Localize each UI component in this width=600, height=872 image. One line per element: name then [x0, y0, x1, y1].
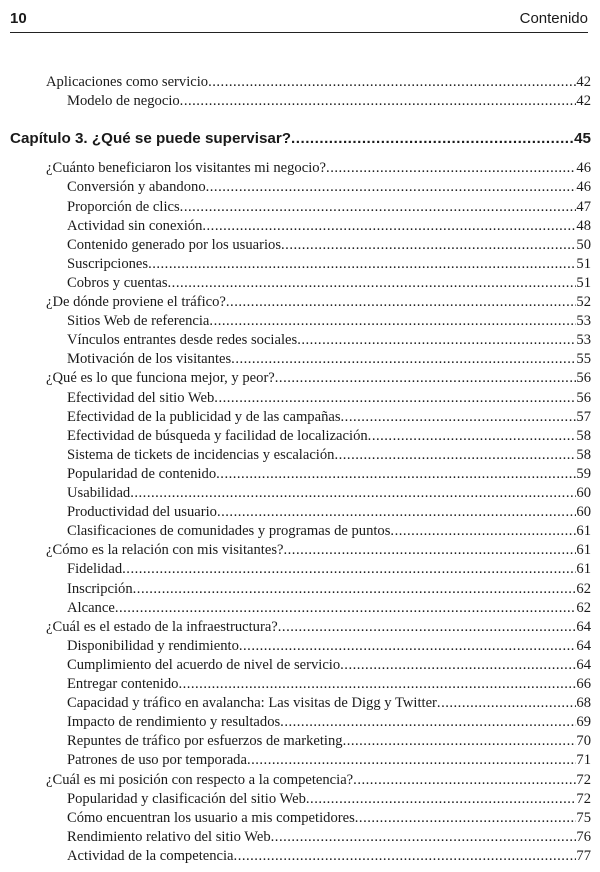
toc-entry [46, 617, 591, 637]
toc-entry-title: ¿Cuál es el estado de la infraestructura? [46, 618, 278, 635]
toc-chapter [10, 129, 591, 149]
toc-entry [67, 636, 591, 656]
dot-leader [217, 502, 576, 522]
toc-entry-title: Aplicaciones como servicio [46, 74, 209, 90]
toc-entry-page: 72 [576, 771, 591, 788]
dot-leader [148, 254, 576, 274]
toc-entry-page: 51 [576, 274, 591, 291]
toc-entry [67, 273, 591, 293]
toc-entry-title: ¿Qué es lo que funciona mejor, y peor? [46, 370, 275, 387]
toc-entry-page: 48 [576, 217, 591, 234]
toc-entry-page: 62 [576, 599, 591, 616]
toc-entry [46, 770, 591, 790]
dot-leader [271, 827, 577, 847]
toc-entry-title: Actividad de la competencia [67, 847, 234, 864]
toc-entry-page: 64 [576, 637, 591, 654]
toc-entry-page: 75 [576, 809, 591, 826]
toc-entry-page: 56 [576, 389, 591, 406]
dot-leader [231, 349, 576, 369]
toc-entry [67, 177, 591, 197]
page-header [10, 6, 588, 33]
dot-leader [353, 770, 576, 790]
toc-entry-page: 46 [576, 179, 591, 196]
toc-entry-title: Contenido generado por los usuarios [67, 236, 282, 253]
dot-leader [168, 273, 577, 293]
dot-leader [234, 846, 577, 866]
toc-entry-page: 50 [576, 236, 591, 253]
dot-leader [214, 388, 576, 408]
toc-entry-page: 59 [576, 465, 591, 482]
toc-entry-title: Motivación de los visitantes [67, 351, 232, 368]
toc-entry [46, 368, 591, 388]
toc-entry-page: 46 [576, 160, 591, 177]
dot-leader [390, 521, 576, 541]
toc-entry-title: Proporción de clics [67, 198, 180, 215]
dot-leader [291, 129, 574, 149]
toc-entry-title: Inscripción [67, 580, 133, 597]
toc-entry-title: Entregar contenido [67, 676, 179, 692]
toc-entry-title: Impacto de rendimiento y resultados [67, 714, 281, 731]
toc-entry [67, 731, 591, 751]
toc-entry [46, 72, 591, 92]
dot-leader [297, 330, 576, 350]
toc-entry-title: Actividad sin conexión [67, 217, 203, 234]
toc-entry [67, 674, 591, 694]
toc-entry-title: Efectividad del sitio Web [67, 389, 215, 406]
toc-entry-page: 70 [576, 733, 591, 750]
toc-entry-page: 56 [576, 370, 591, 387]
toc-entry [46, 158, 591, 178]
toc-entry-page: 58 [576, 446, 591, 463]
dot-leader [340, 655, 576, 675]
dot-leader [133, 579, 577, 599]
toc-entry-title: Capacidad y tráfico en avalancha: Las visitas de Digg y Twitter [67, 695, 437, 712]
toc-entry-page: 71 [576, 752, 591, 769]
toc-entry-page: 77 [576, 847, 591, 864]
dot-leader [247, 750, 576, 770]
toc-entry-title: Patrones de uso por temporada [67, 752, 247, 769]
toc-entry-title: Conversión y abandono [67, 179, 206, 196]
toc-entry [67, 216, 591, 236]
toc-entry-page: 62 [576, 580, 591, 597]
toc-entry [67, 559, 591, 579]
toc-entry-title: Cobros y cuentas [67, 274, 168, 291]
toc-entry [67, 235, 591, 255]
toc-entry-page: 69 [576, 714, 591, 731]
running-title: Contenido [519, 10, 588, 27]
toc-entry-page: 58 [576, 427, 591, 444]
toc-entry [67, 445, 591, 465]
toc-entry [67, 521, 591, 541]
toc-entry-title: Disponibilidad y rendimiento [67, 637, 239, 654]
dot-leader [275, 368, 577, 388]
toc-entry [67, 91, 591, 111]
toc-entry-page: 64 [576, 656, 591, 673]
dot-leader [341, 407, 577, 427]
dot-leader [202, 216, 576, 236]
toc-entry-title: Popularidad de contenido [67, 465, 217, 482]
toc-entry [67, 789, 591, 809]
toc-entry [67, 311, 591, 331]
toc-entry-title: ¿Cuánto beneficiaron los visitantes mi negocio? [46, 160, 327, 177]
toc-entry-title: Sitios Web de referencia [67, 313, 210, 330]
toc-entry [67, 483, 591, 503]
toc-entry-page: 57 [576, 408, 591, 425]
toc-entry-title: Repuntes de tráfico por esfuerzos de marketing [67, 733, 343, 750]
toc-entry [67, 693, 591, 713]
dot-leader [216, 464, 576, 484]
toc-entry [67, 598, 591, 618]
toc-entry-title: Popularidad y clasificación del sitio Web [67, 790, 306, 807]
dot-leader [368, 426, 577, 446]
toc-entry-title: Modelo de negocio [67, 93, 180, 110]
toc-entry-title: Usabilidad [67, 485, 131, 501]
toc-entry [67, 388, 591, 408]
toc-entry-page: 68 [576, 695, 591, 712]
toc-entry-page: 61 [576, 523, 591, 540]
dot-leader [209, 311, 576, 331]
toc-entry [67, 407, 591, 427]
toc-entry-page: 61 [576, 561, 591, 578]
toc-entry-page: 66 [576, 676, 591, 692]
dot-leader [178, 674, 576, 694]
toc-entry-title: Cumplimiento del acuerdo de nivel de servicio [67, 656, 341, 673]
toc-entry-page: 51 [576, 255, 591, 272]
dot-leader [284, 540, 577, 560]
toc-entry-title: Productividad del usuario [67, 504, 217, 521]
toc-entry [67, 254, 591, 274]
dot-leader [334, 445, 576, 465]
toc-entry-title: ¿Cuál es mi posición con respecto a la competencia? [46, 771, 354, 788]
dot-leader [437, 693, 576, 713]
dot-leader [180, 197, 577, 217]
toc-entry-page: 60 [576, 485, 591, 501]
toc-entry-page: 61 [576, 542, 591, 559]
toc-entry [67, 655, 591, 675]
toc-entry-page: 60 [576, 504, 591, 521]
toc-entry [67, 197, 591, 217]
dot-leader [281, 235, 576, 255]
toc-entry-page: 52 [576, 294, 591, 310]
toc-entry [67, 464, 591, 484]
toc-entry [67, 846, 591, 866]
toc-entry [46, 540, 591, 560]
toc-entry [67, 426, 591, 446]
toc-entry-title: Efectividad de búsqueda y facilidad de localización [67, 427, 368, 444]
toc-entry-page: 42 [576, 93, 591, 110]
toc-entry-title: ¿Cómo es la relación con mis visitantes? [46, 542, 284, 559]
toc-entry [46, 292, 591, 312]
toc-entry [67, 712, 591, 732]
toc-entry-page: 64 [576, 618, 591, 635]
toc-entry [67, 827, 591, 847]
toc-entry-page: 42 [576, 74, 591, 90]
dot-leader [239, 636, 577, 656]
toc-entry-title: Rendimiento relativo del sitio Web [67, 828, 271, 845]
toc-entry-title: ¿De dónde proviene el tráfico? [46, 294, 226, 310]
toc-entry-page: 53 [576, 313, 591, 330]
toc-entry-title: Alcance [67, 599, 115, 616]
toc-entry [67, 579, 591, 599]
toc-entry-title: Fidelidad [67, 561, 123, 578]
dot-leader [180, 91, 577, 111]
dot-leader [343, 731, 577, 751]
dot-leader [326, 158, 576, 178]
toc-entry [67, 349, 591, 369]
toc-entry [67, 808, 591, 828]
toc-entry-title: Sistema de tickets de incidencias y escalación [67, 446, 335, 463]
dot-leader [355, 808, 577, 828]
dot-leader [115, 598, 577, 618]
toc-entry-title: Capítulo 3. ¿Qué se puede supervisar? [10, 130, 292, 148]
toc-entry-page: 55 [576, 351, 591, 368]
dot-leader [130, 483, 576, 503]
toc-entry-page: 53 [576, 332, 591, 349]
toc-entry-title: Suscripciones [67, 255, 149, 272]
dot-leader [208, 72, 576, 92]
toc-entry-page: 76 [576, 828, 591, 845]
dot-leader [206, 177, 577, 197]
toc-entry [67, 750, 591, 770]
toc-entry [67, 502, 591, 522]
toc-entry-title: Cómo encuentran los usuario a mis competidores [67, 809, 355, 826]
toc-entry-page: 47 [576, 198, 591, 215]
dot-leader [226, 292, 577, 312]
toc-entry-title: Clasificaciones de comunidades y programas de puntos [67, 523, 391, 540]
toc-entry-title: Vínculos entrantes desde redes sociales [67, 332, 298, 349]
dot-leader [122, 559, 576, 579]
dot-leader [278, 617, 577, 637]
page-number: 10 [10, 10, 27, 27]
toc-entry-title: Efectividad de la publicidad y de las campañas [67, 408, 341, 425]
toc-entry [67, 330, 591, 350]
toc-entry-page: 72 [576, 790, 591, 807]
dot-leader [280, 712, 576, 732]
toc-entry-page: 45 [574, 130, 591, 148]
dot-leader [306, 789, 577, 809]
